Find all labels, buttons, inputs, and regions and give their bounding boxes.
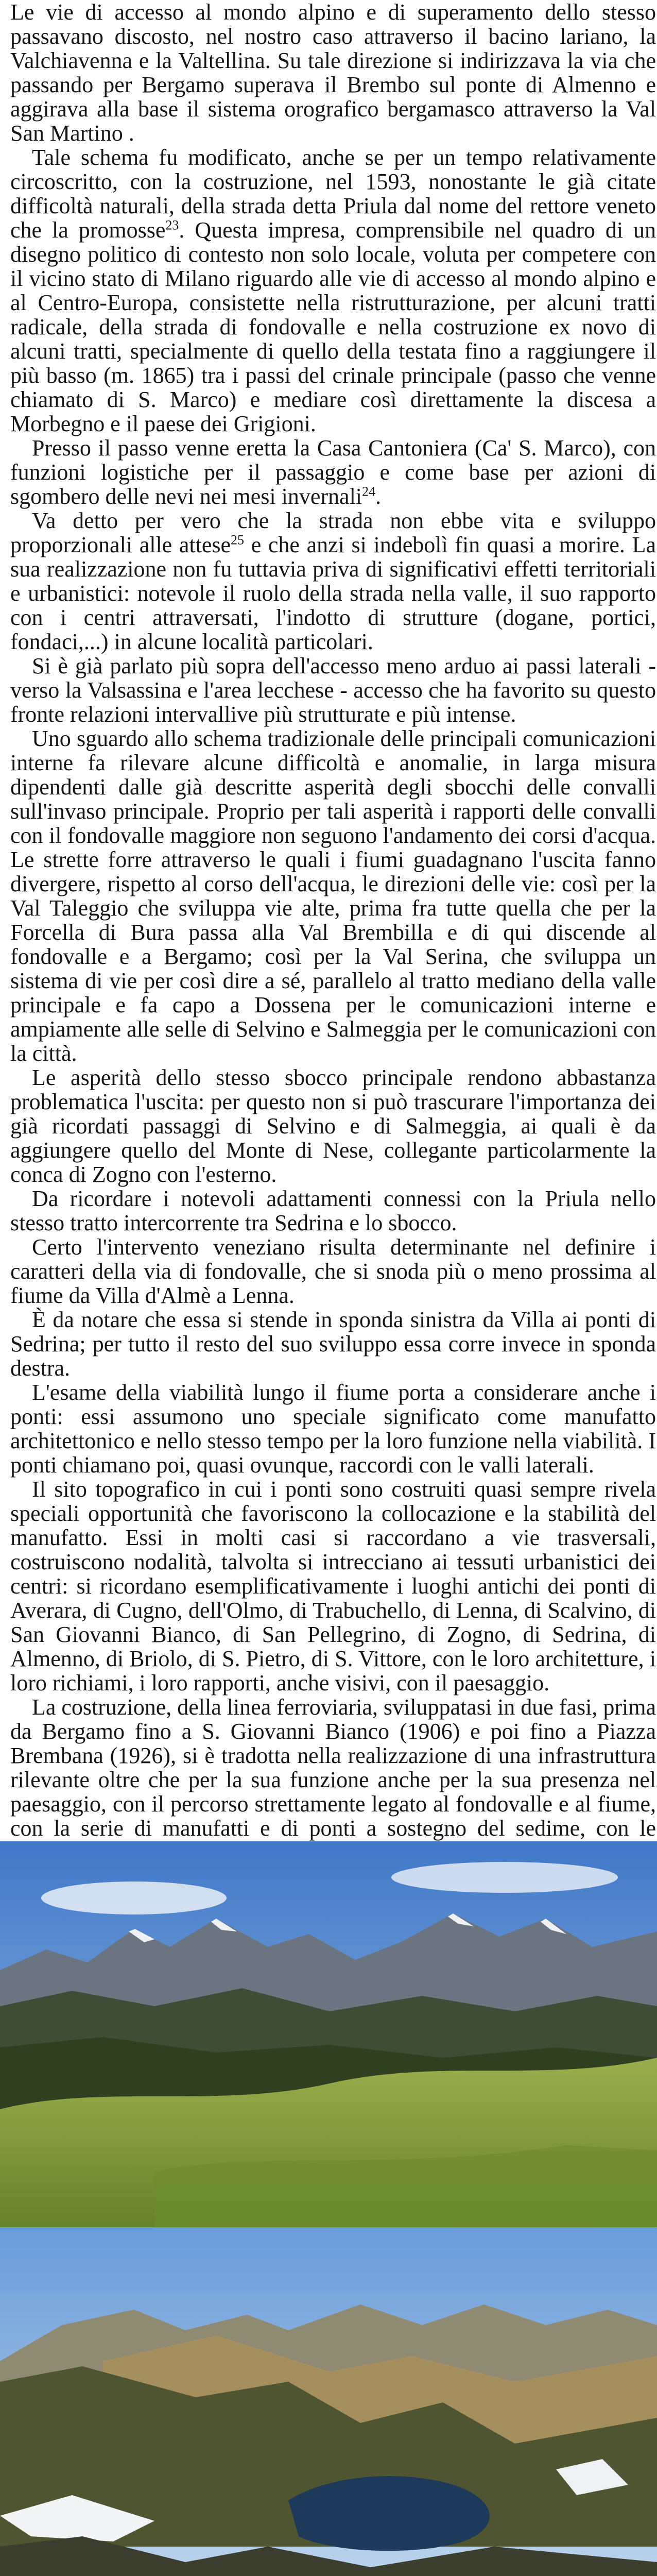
paragraph-6 <box>10 726 656 1065</box>
paragraph-text: Si è già parlato più sopra dell'accesso meno arduo ai passi laterali - verso la Valsassina e l'area lecchese - accesso che ha favorito su questo fronte relazioni intervallive più strutturate e più intense. <box>10 653 656 727</box>
footnote-ref[interactable]: 23 <box>165 217 179 233</box>
alpine-panorama-photo <box>0 1841 657 2256</box>
paragraph-4 <box>10 509 656 654</box>
footnote-ref[interactable]: 24 <box>362 484 376 499</box>
paragraph-7 <box>10 1065 656 1187</box>
paragraph-text: Presso il passo venne eretta la Casa Cantoniera (Ca' S. Marco), con funzioni logistiche per il passaggio e come base per azioni di sgombero delle nevi nei mesi invernali <box>10 435 656 509</box>
valley-lake-photo <box>0 2227 657 2576</box>
paragraph-text: L'esame della viabilità lungo il fiume porta a considerare anche i ponti: essi assumono uno speciale significato come manufatto architettonico e nello stesso tempo per la loro funzione nella viabilità. I ponti chiamano poi, quasi ovunque, raccordi con le valli laterali. <box>10 1380 656 1478</box>
paragraph-2 <box>10 145 656 436</box>
paragraph-text: . Questa impresa, comprensibile nel quadro di un disegno politico di contesto non solo locale, voluta per competere con il vicino stato di Milano riguardo alle vie di accesso al mondo alpino e al Centro-Europa, consistette nella ristrutturazione, per alcuni tratti radicale, della strada di fondovalle e nella costruzione ex novo di alcuni tratti, specialmente di quello della testata fino a raggiungere il più basso (m. 1865) tra i passi del crinale principale (passo che venne chiamato di S. Marco) e mediare così direttamente la discesa a Morbegno e il paese dei Grigioni. <box>10 217 656 436</box>
paragraph-text: Tale schema fu modificato, anche se per un tempo relativamente circoscritto, con la costruzione, nel 1593, nonostante le già citate difficoltà naturali, della strada detta Priula dal nome del rettore veneto che la promosse <box>10 145 656 243</box>
paragraph-text: È da notare che essa si stende in sponda sinistra da Villa ai ponti di Sedrina; per tutto il resto del suo sviluppo essa corre invece in sponda destra. <box>10 1307 656 1381</box>
paragraph-text: Va detto per vero che la strada non ebbe vita e sviluppo proporzionali alle attese <box>10 508 656 557</box>
paragraph-text: Da ricordare i notevoli adattamenti connessi con la Priula nello stesso tratto intercorrente tra Sedrina e lo sbocco. <box>10 1186 656 1235</box>
paragraph-text: Le asperità dello stesso sbocco principale rendono abbastanza problematica l'uscita: per questo non si può trascurare l'importanza dei già ricordati passaggi di Selvino e di Salmeggia, ai quali è da aggiungere quello del Monte di Nese, collegante particolarmente la conca di Zogno con l'esterno. <box>10 1065 656 1187</box>
paragraph-5 <box>10 654 656 726</box>
footnote-ref[interactable]: 25 <box>231 532 245 548</box>
paragraph-11 <box>10 1380 656 1477</box>
paragraph-text: . <box>375 484 382 509</box>
paragraph-text: Il sito topografico in cui i ponti sono costruiti quasi sempre rivela speciali opportunità che favoriscono la collocazione e la stabilità del manufatto. Essi in molti casi si raccordano a vie trasversali, costruiscono nodalità, talvolta si intrecciano ai tessuti urbanistici dei centri: si ricordano esemplificativamente i luoghi antichi dei ponti di Averara, di Cugno, dell'Olmo, di Trabuchello, di Lenna, di Scalvino, di San Giovanni Bianco, di San Pellegrino, di Zogno, di Sedrina, di Almenno, di Briolo, di S. Pietro, di S. Vittore, con le loro architetture, i loro richiami, i loro rapporti, anche visivi, con il paesaggio. <box>10 1477 656 1696</box>
paragraph-text: Certo l'intervento veneziano risulta determinante nel definire i caratteri della via di fondovalle, che si snoda più o meno prossima al fiume da Villa d'Almè a Lenna. <box>10 1234 656 1308</box>
paragraph-10 <box>10 1308 656 1380</box>
paragraph-3 <box>10 436 656 509</box>
paragraph-text: La costruzione, della linea ferroviaria, sviluppatasi in due fasi, prima da Bergamo fino a S. Giovanni Bianco (1906) e poi fino a Piazza Brembana (1926), si è tradotta nella realizzazione di una infrastruttura rilevante oltre che per la sua funzione anche per la sua presenza nel paesaggio, con il percorso strettamente legato al fondovalle e al fiume, con la serie di manufatti e di ponti a sostegno del sedime, con le <box>10 1694 656 1841</box>
paragraph-8 <box>10 1187 656 1235</box>
paragraph-text: Le vie di accesso al mondo alpino e di superamento dello stesso passavano discosto, nel nostro caso attraverso il bacino lariano, la Valchiavenna e la Valtellina. Su tale direzione si indirizzava la via che passando per Bergamo superava il Brembo sul ponte di Almenno e aggirava alla base il sistema orografico bergamasco attraverso la Val San Martino . <box>10 0 656 146</box>
paragraph-text: e che anzi si indebolì fin quasi a morire. La sua realizzazione non fu tuttavia priva di significativi effetti territoriali e urbanistici: notevole il ruolo della strada nella valle, il suo rapporto con i centri attraversati, l'indotto di strutture (dogane, portici, fondaci,...) in alcune località particolari. <box>10 532 656 654</box>
paragraph-1 <box>10 0 656 145</box>
paragraph-text: Uno sguardo allo schema tradizionale delle principali comunicazioni interne fa rilevare alcune difficoltà e anomalie, in larga misura dipendenti dalle già descritte asperità degli sbocchi delle convalli sull'invaso principale. Proprio per tali asperità i rapporti delle convalli con il fondovalle maggiore non seguono l'andamento dei corsi d'acqua. Le strette forre attraverso le quali i fiumi guadagnano l'uscita fanno divergere, rispetto al corso dell'acqua, le direzioni delle vie: così per la Val Taleggio che sviluppa vie alte, prima fra tutte quella che per la Forcella di Bura passa alla Val Brembilla e di qui discende al fondovalle e a Bergamo; così per la Val Serina, che sviluppa un sistema di vie per così dire a sé, parallelo al tratto mediano della valle principale e fa capo a Dossena per le comunicazioni interne e ampiamente alle selle di Selvino e Salmeggia per le comunicazioni con la città. <box>10 726 656 1066</box>
paragraph-9 <box>10 1235 656 1308</box>
paragraph-12 <box>10 1477 656 1695</box>
